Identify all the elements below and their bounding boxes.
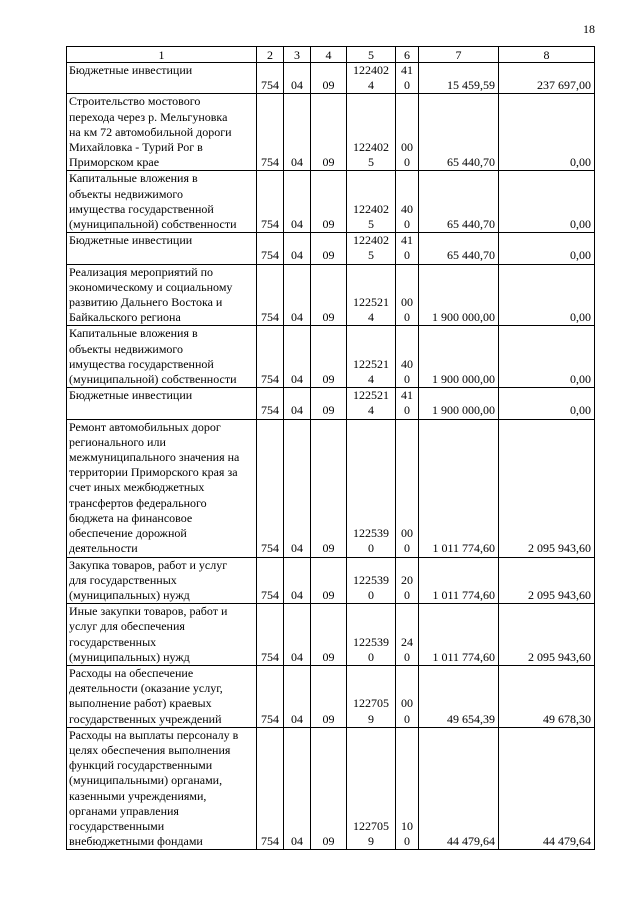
item-name-line: целях обеспечения выполнения xyxy=(69,742,231,757)
ministry-code-cell: 754 xyxy=(257,557,284,604)
item-name-line: (муниципальной) собственности xyxy=(69,217,237,232)
amount-year2-cell: 237 697,00 xyxy=(499,63,595,94)
item-name-line: объекты недвижимого xyxy=(69,341,184,356)
expense-type-code-cell xyxy=(396,419,419,557)
target-item-code-cell xyxy=(347,388,396,419)
amount-year1-cell: 44 479,64 xyxy=(419,727,499,850)
code-part: 122539 xyxy=(353,526,389,541)
code-part: 0 xyxy=(404,711,410,726)
item-name-cell xyxy=(67,419,257,557)
expense-type-code-cell xyxy=(396,264,419,326)
item-name-cell xyxy=(67,665,257,727)
item-name-line: органами управления xyxy=(69,803,179,818)
amount-year2-cell: 2 095 943,60 xyxy=(499,604,595,666)
subsection-code-cell: 09 xyxy=(311,557,347,604)
code-part: 41 xyxy=(401,63,413,77)
target-item-code-cell xyxy=(347,665,396,727)
item-name-line: Строительство мостового xyxy=(69,94,201,109)
item-name-line: Бюджетные инвестиции xyxy=(69,63,193,77)
code-part: 0 xyxy=(404,587,410,602)
item-name-line: перехода через р. Мельгуновка xyxy=(69,109,228,124)
amount-year1-cell: 1 900 000,00 xyxy=(419,264,499,326)
code-part: 41 xyxy=(401,388,413,403)
code-part: 5 xyxy=(368,248,374,263)
amount-year2-cell: 44 479,64 xyxy=(499,727,595,850)
code-part: 40 xyxy=(401,201,413,216)
code-part: 00 xyxy=(401,526,413,541)
expense-type-code-cell xyxy=(396,326,419,388)
code-part: 40 xyxy=(401,356,413,371)
code-part: 0 xyxy=(404,248,410,263)
expense-type-code-cell xyxy=(396,388,419,419)
code-part: 0 xyxy=(404,310,410,325)
code-part: 4 xyxy=(368,78,374,93)
table-row xyxy=(67,557,595,604)
ministry-code-cell: 754 xyxy=(257,233,284,264)
section-code-cell: 04 xyxy=(284,727,311,850)
item-name-line: на км 72 автомобильной дороги xyxy=(69,124,232,139)
header-row xyxy=(67,47,595,63)
item-name-line: Бюджетные инвестиции xyxy=(69,233,193,248)
amount-year2-cell: 0,00 xyxy=(499,233,595,264)
amount-year1-cell: 65 440,70 xyxy=(419,94,499,171)
code-part: 9 xyxy=(368,834,374,849)
code-part: 122539 xyxy=(353,634,389,649)
ministry-code-cell: 754 xyxy=(257,326,284,388)
code-part: 122402 xyxy=(353,201,389,216)
amount-year1-cell: 49 654,39 xyxy=(419,665,499,727)
column-header: 8 xyxy=(499,47,595,63)
code-part: 4 xyxy=(368,403,374,418)
item-name-line: объекты недвижимого xyxy=(69,186,184,201)
section-code-cell: 04 xyxy=(284,171,311,233)
subsection-code-cell: 09 xyxy=(311,604,347,666)
table-row xyxy=(67,264,595,326)
amount-year1-cell: 65 440,70 xyxy=(419,233,499,264)
amount-year1-cell: 1 900 000,00 xyxy=(419,326,499,388)
item-name-line: экономическому и социальному xyxy=(69,279,233,294)
code-part: 0 xyxy=(404,78,410,93)
subsection-code-cell: 09 xyxy=(311,326,347,388)
item-name-cell xyxy=(67,63,257,94)
table-body xyxy=(67,63,595,850)
ministry-code-cell: 754 xyxy=(257,604,284,666)
code-part: 9 xyxy=(368,711,374,726)
code-part: 0 xyxy=(404,372,410,387)
code-part: 0 xyxy=(368,649,374,664)
item-name-line: регионального или xyxy=(69,434,166,449)
section-code-cell: 04 xyxy=(284,665,311,727)
ministry-code-cell: 754 xyxy=(257,264,284,326)
code-part: 00 xyxy=(401,696,413,711)
expense-type-code-cell xyxy=(396,233,419,264)
column-header: 4 xyxy=(311,47,347,63)
code-part: 122705 xyxy=(353,818,389,833)
amount-year2-cell: 0,00 xyxy=(499,94,595,171)
ministry-code-cell: 754 xyxy=(257,94,284,171)
table-row xyxy=(67,63,595,94)
subsection-code-cell: 09 xyxy=(311,419,347,557)
target-item-code-cell xyxy=(347,63,396,94)
table-row xyxy=(67,388,595,419)
item-name-line: Ремонт автомобильных дорог xyxy=(69,419,221,434)
code-part: 122539 xyxy=(353,572,389,587)
item-name-line: Иные закупки товаров, работ и xyxy=(69,604,228,619)
amount-year2-cell: 2 095 943,60 xyxy=(499,419,595,557)
item-name-line: Капитальные вложения в xyxy=(69,171,198,186)
item-name-line: бюджета на финансовое xyxy=(69,510,193,525)
code-part: 10 xyxy=(401,818,413,833)
target-item-code-cell xyxy=(347,419,396,557)
item-name-line: внебюджетными фондами xyxy=(69,834,203,849)
section-code-cell: 04 xyxy=(284,63,311,94)
item-name-line: межмуниципального значения на xyxy=(69,450,240,465)
item-name-line: Расходы на обеспечение xyxy=(69,665,194,680)
item-name-line: Капитальные вложения в xyxy=(69,326,198,341)
expense-type-code-cell xyxy=(396,63,419,94)
amount-year2-cell: 0,00 xyxy=(499,171,595,233)
code-part: 0 xyxy=(404,403,410,418)
subsection-code-cell: 09 xyxy=(311,171,347,233)
column-header: 3 xyxy=(284,47,311,63)
code-part: 5 xyxy=(368,155,374,170)
amount-year1-cell: 1 011 774,60 xyxy=(419,604,499,666)
ministry-code-cell: 754 xyxy=(257,388,284,419)
code-part: 00 xyxy=(401,140,413,154)
column-header: 6 xyxy=(396,47,419,63)
item-name-line: выполнение работ) краевых xyxy=(69,696,212,711)
subsection-code-cell: 09 xyxy=(311,63,347,94)
item-name-line: Расходы на выплаты персоналу в xyxy=(69,727,239,742)
budget-table xyxy=(66,46,595,850)
expense-type-code-cell xyxy=(396,557,419,604)
section-code-cell: 04 xyxy=(284,94,311,171)
item-name-cell xyxy=(67,604,257,666)
item-name-line: (муниципальной) собственности xyxy=(69,372,237,387)
amount-year2-cell: 2 095 943,60 xyxy=(499,557,595,604)
amount-year2-cell: 49 678,30 xyxy=(499,665,595,727)
subsection-code-cell: 09 xyxy=(311,94,347,171)
item-name-cell xyxy=(67,94,257,171)
expense-type-code-cell xyxy=(396,727,419,850)
column-header: 5 xyxy=(347,47,396,63)
item-name-line: Реализация мероприятий по xyxy=(69,264,214,279)
amount-year1-cell: 15 459,59 xyxy=(419,63,499,94)
item-name-line: государственных учреждений xyxy=(69,711,222,726)
code-part: 0 xyxy=(368,541,374,556)
item-name-line: трансфертов федерального xyxy=(69,495,207,510)
item-name-line: территории Приморского края за xyxy=(69,465,238,480)
column-header: 2 xyxy=(257,47,284,63)
item-name-line: деятельности xyxy=(69,541,138,556)
section-code-cell: 04 xyxy=(284,326,311,388)
item-name-cell xyxy=(67,233,257,264)
amount-year1-cell: 1 900 000,00 xyxy=(419,388,499,419)
code-part: 122521 xyxy=(353,356,389,371)
table-row xyxy=(67,94,595,171)
code-part: 4 xyxy=(368,372,374,387)
target-item-code-cell xyxy=(347,326,396,388)
item-name-line: Закупка товаров, работ и услуг xyxy=(69,557,228,572)
item-name-cell xyxy=(67,264,257,326)
expense-type-code-cell xyxy=(396,94,419,171)
section-code-cell: 04 xyxy=(284,388,311,419)
code-part: 5 xyxy=(368,217,374,232)
item-name-cell xyxy=(67,557,257,604)
code-part: 20 xyxy=(401,572,413,587)
code-part: 0 xyxy=(404,834,410,849)
amount-year2-cell: 0,00 xyxy=(499,388,595,419)
page-number: 18 xyxy=(583,22,595,36)
expense-type-code-cell xyxy=(396,665,419,727)
subsection-code-cell: 09 xyxy=(311,727,347,850)
table-row xyxy=(67,326,595,388)
item-name-line: развитию Дальнего Востока и xyxy=(69,295,223,310)
section-code-cell: 04 xyxy=(284,419,311,557)
code-part: 122402 xyxy=(353,140,389,154)
item-name-line: имущества государственной xyxy=(69,201,214,216)
column-header: 1 xyxy=(67,47,257,63)
code-part: 0 xyxy=(404,155,410,170)
item-name-line: счет иных межбюджетных xyxy=(69,480,205,495)
amount-year1-cell: 1 011 774,60 xyxy=(419,557,499,604)
table-row xyxy=(67,233,595,264)
code-part: 4 xyxy=(368,310,374,325)
code-part: 41 xyxy=(401,233,413,248)
item-name-line: государственными xyxy=(69,818,165,833)
subsection-code-cell: 09 xyxy=(311,388,347,419)
item-name-cell xyxy=(67,171,257,233)
section-code-cell: 04 xyxy=(284,557,311,604)
item-name-cell xyxy=(67,326,257,388)
ministry-code-cell: 754 xyxy=(257,665,284,727)
table-row xyxy=(67,171,595,233)
subsection-code-cell: 09 xyxy=(311,665,347,727)
subsection-code-cell: 09 xyxy=(311,233,347,264)
code-part: 0 xyxy=(404,541,410,556)
item-name-line: государственных xyxy=(69,634,157,649)
section-code-cell: 04 xyxy=(284,264,311,326)
code-part: 0 xyxy=(404,217,410,232)
amount-year1-cell: 65 440,70 xyxy=(419,171,499,233)
expense-type-code-cell xyxy=(396,171,419,233)
section-code-cell: 04 xyxy=(284,233,311,264)
column-header: 7 xyxy=(419,47,499,63)
item-name-line: обеспечение дорожной xyxy=(69,526,187,541)
code-part: 24 xyxy=(401,634,413,649)
amount-year2-cell: 0,00 xyxy=(499,264,595,326)
code-part: 0 xyxy=(404,649,410,664)
item-name-line: Михайловка - Турий Рог в xyxy=(69,140,203,155)
item-name-line: Байкальского региона xyxy=(69,310,181,325)
table-row xyxy=(67,604,595,666)
item-name-line: (муниципальными) органами, xyxy=(69,773,223,788)
ministry-code-cell: 754 xyxy=(257,419,284,557)
item-name-line: деятельности (оказание услуг, xyxy=(69,681,223,696)
target-item-code-cell xyxy=(347,233,396,264)
item-name-line: Приморском крае xyxy=(69,155,160,170)
table-row xyxy=(67,665,595,727)
amount-year2-cell: 0,00 xyxy=(499,326,595,388)
item-name-cell xyxy=(67,388,257,419)
item-name-line: Бюджетные инвестиции xyxy=(69,388,193,403)
ministry-code-cell: 754 xyxy=(257,171,284,233)
subsection-code-cell: 09 xyxy=(311,264,347,326)
code-part: 122402 xyxy=(353,233,389,248)
code-part: 122402 xyxy=(353,63,389,77)
item-name-line: услуг для обеспечения xyxy=(69,619,185,634)
item-name-line: казенными учреждениями, xyxy=(69,788,207,803)
target-item-code-cell xyxy=(347,604,396,666)
target-item-code-cell xyxy=(347,727,396,850)
table-row xyxy=(67,727,595,850)
table-row xyxy=(67,419,595,557)
item-name-line: (муниципальных) нужд xyxy=(69,587,190,602)
ministry-code-cell: 754 xyxy=(257,63,284,94)
item-name-cell xyxy=(67,727,257,850)
code-part: 122521 xyxy=(353,295,389,310)
target-item-code-cell xyxy=(347,94,396,171)
target-item-code-cell xyxy=(347,557,396,604)
code-part: 122705 xyxy=(353,696,389,711)
section-code-cell: 04 xyxy=(284,604,311,666)
expense-type-code-cell xyxy=(396,604,419,666)
target-item-code-cell xyxy=(347,264,396,326)
item-name-line: функций государственными xyxy=(69,758,213,773)
code-part: 00 xyxy=(401,295,413,310)
item-name-line: имущества государственной xyxy=(69,356,214,371)
target-item-code-cell xyxy=(347,171,396,233)
amount-year1-cell: 1 011 774,60 xyxy=(419,419,499,557)
code-part: 122521 xyxy=(353,388,389,403)
code-part: 0 xyxy=(368,587,374,602)
item-name-line: для государственных xyxy=(69,572,177,587)
item-name-line: (муниципальных) нужд xyxy=(69,649,190,664)
ministry-code-cell: 754 xyxy=(257,727,284,850)
